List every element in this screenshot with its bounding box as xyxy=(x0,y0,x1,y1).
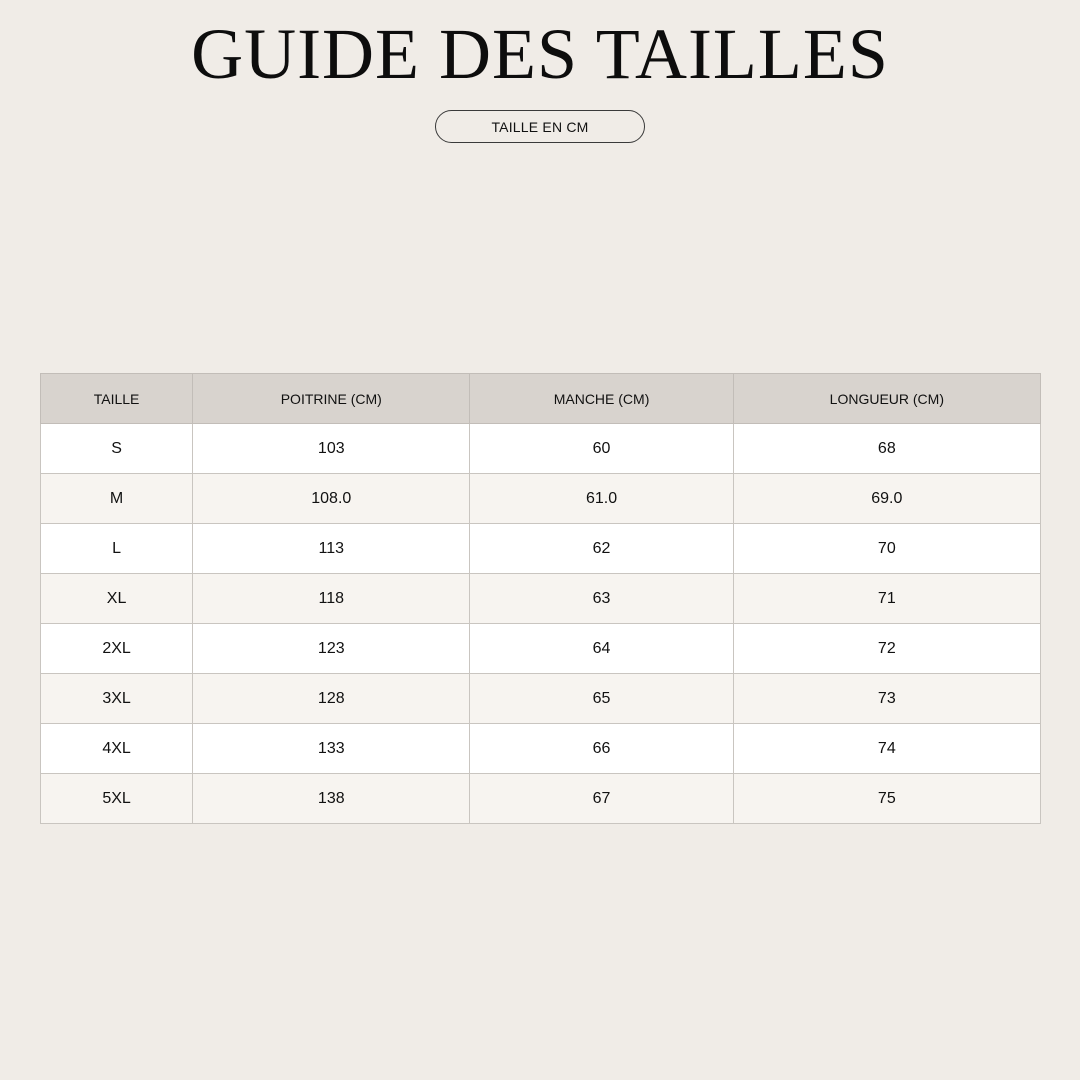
cell-sleeve: 61.0 xyxy=(470,474,733,524)
cell-sleeve: 63 xyxy=(470,574,733,624)
cell-chest: 118 xyxy=(193,574,470,624)
table-row xyxy=(41,524,1041,574)
cell-sleeve: 65 xyxy=(470,674,733,724)
cell-size: XL xyxy=(41,574,193,624)
size-table xyxy=(40,373,1041,824)
cell-chest: 103 xyxy=(193,424,470,474)
cell-chest: 113 xyxy=(193,524,470,574)
cell-sleeve: 60 xyxy=(470,424,733,474)
cell-chest: 133 xyxy=(193,724,470,774)
cell-sleeve: 62 xyxy=(470,524,733,574)
header-size: TAILLE xyxy=(41,374,193,424)
cell-size: L xyxy=(41,524,193,574)
cell-length: 72 xyxy=(733,624,1040,674)
table-row xyxy=(41,774,1041,824)
cell-length: 73 xyxy=(733,674,1040,724)
page-title: GUIDE DES TAILLES xyxy=(191,14,889,94)
cell-length: 68 xyxy=(733,424,1040,474)
cell-size: S xyxy=(41,424,193,474)
unit-badge-label: TAILLE EN CM xyxy=(491,118,589,135)
table-header-row xyxy=(41,374,1041,424)
table-row xyxy=(41,424,1041,474)
table-row xyxy=(41,674,1041,724)
table-row xyxy=(41,474,1041,524)
cell-chest: 108.0 xyxy=(193,474,470,524)
cell-size: 5XL xyxy=(41,774,193,824)
header-length: LONGUEUR (CM) xyxy=(733,374,1040,424)
table-row xyxy=(41,724,1041,774)
table-row xyxy=(41,624,1041,674)
table-row xyxy=(41,574,1041,624)
cell-sleeve: 67 xyxy=(470,774,733,824)
cell-sleeve: 64 xyxy=(470,624,733,674)
cell-chest: 138 xyxy=(193,774,470,824)
cell-size: M xyxy=(41,474,193,524)
cell-sleeve: 66 xyxy=(470,724,733,774)
header-sleeve: MANCHE (CM) xyxy=(470,374,733,424)
unit-badge xyxy=(435,110,645,143)
cell-length: 74 xyxy=(733,724,1040,774)
cell-length: 71 xyxy=(733,574,1040,624)
cell-length: 75 xyxy=(733,774,1040,824)
cell-length: 70 xyxy=(733,524,1040,574)
cell-length: 69.0 xyxy=(733,474,1040,524)
cell-size: 3XL xyxy=(41,674,193,724)
cell-chest: 123 xyxy=(193,624,470,674)
cell-chest: 128 xyxy=(193,674,470,724)
cell-size: 2XL xyxy=(41,624,193,674)
cell-size: 4XL xyxy=(41,724,193,774)
header-chest: POITRINE (CM) xyxy=(193,374,470,424)
